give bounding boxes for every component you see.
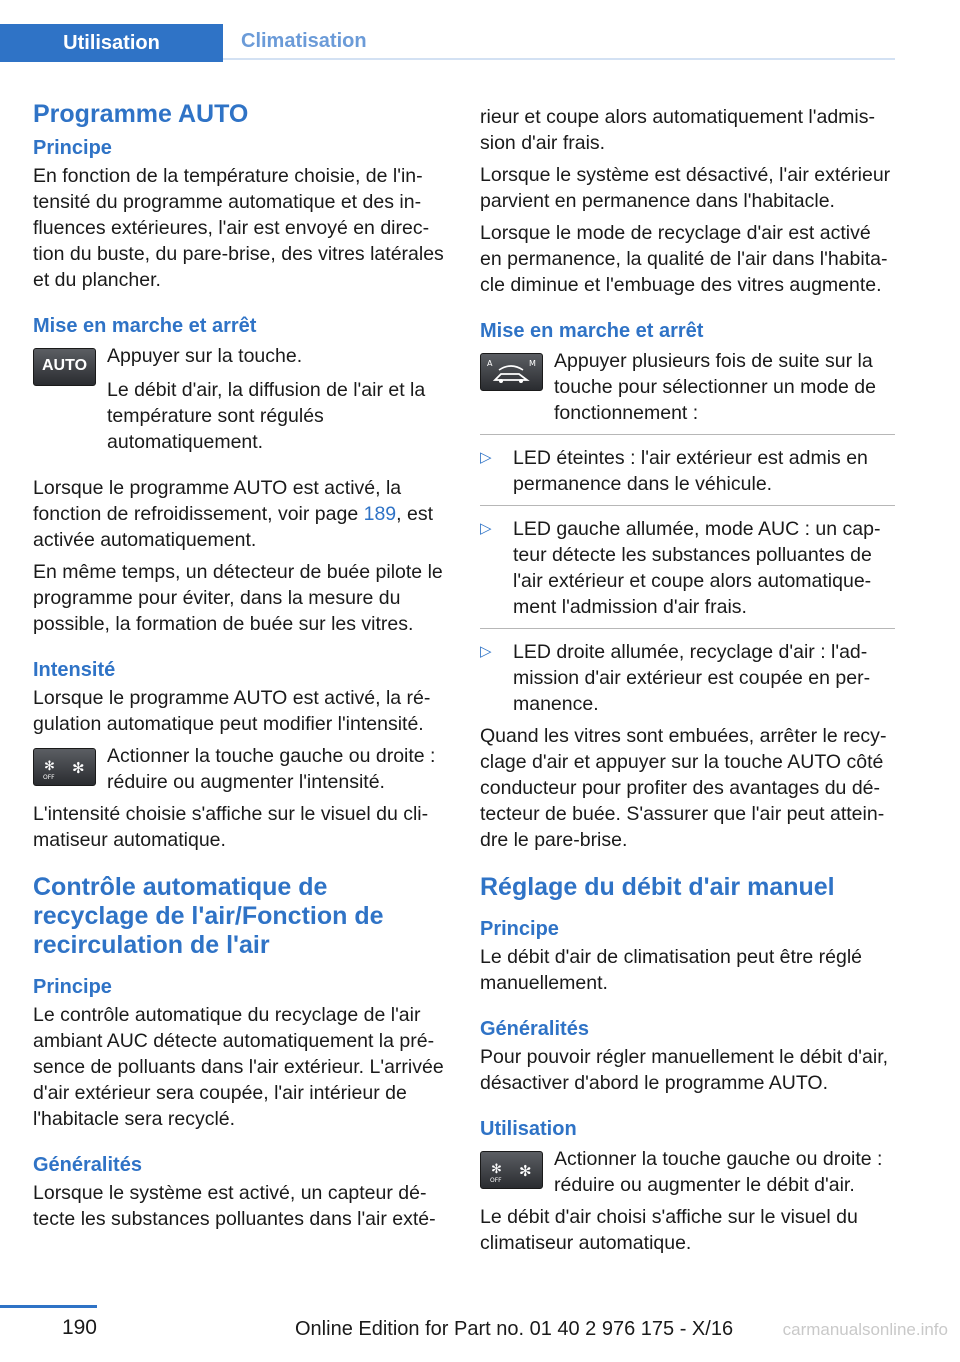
subheading-intensite: Intensité <box>33 659 116 681</box>
paragraph: Le contrôle automatique du recyclage de l'air ambiant AUC détecte automatiquement la présence de polluants dans l'air extérieur. L'arrivée d'air extérieur sera coupée, l'air intérieur de l'habitacle sera recyclé. <box>33 1004 444 1130</box>
bullet-triangle-icon: ▷ <box>480 449 492 466</box>
paragraph: Quand les vitres sont embuées, arrêter le recyclage d'air et appuyer sur la touche AUTO côté conducteur pour profiter des avantages du détecteur de buée. S'assurer que l'air peut atteindre le pare-brise. <box>480 725 887 851</box>
footer-edition: Online Edition for Part no. 01 40 2 976 175 - X/16 <box>295 1318 734 1340</box>
paragraph: Lorsque le programme AUTO est activé, la régulation automatique peut modifier l'intensité. <box>33 687 431 735</box>
divider <box>480 505 895 506</box>
recirculation-button-icon <box>480 353 543 391</box>
subheading-marche: Mise en marche et arrêt <box>33 315 257 337</box>
paragraph: rieur et coupe alors automatiquement l'admission d'air frais. <box>480 106 876 154</box>
subheading-principe: Principe <box>33 976 112 998</box>
paragraph: L'intensité choisie s'affiche sur le visuel du climatiseur automatique. <box>33 803 429 851</box>
svg-text:OFF: OFF <box>43 774 55 781</box>
paragraph: Actionner la touche gauche ou droite : réduire ou augmenter l'intensité. <box>107 745 436 793</box>
auto-button-row <box>33 343 448 395</box>
right-column <box>480 104 895 1262</box>
list-item: ▷ LED droite allumée, recyclage d'air : l'admission d'air extérieur est coupée en permanence. <box>480 641 871 715</box>
tab-utilisation[interactable]: Utilisation <box>0 24 223 62</box>
subheading-marche: Mise en marche et arrêt <box>480 320 704 342</box>
section-title-auto: Programme AUTO <box>33 100 249 128</box>
list-item: ▷ LED gauche allumée, mode AUC : un capteur détecte les substances polluantes de l'air extérieur et coupe alors automatiquement l'admission d'air frais. <box>480 518 881 618</box>
fan-button-row <box>33 743 448 795</box>
paragraph: En fonction de la température choisie, de l'intensité du programme automatique et des influences extérieures, l'air est envoyé en direction du buste, du pare-brise, des vitres latérales et du plancher. <box>33 165 444 291</box>
recirc-button-row <box>480 348 895 426</box>
auto-button-icon: AUTO <box>33 348 96 386</box>
paragraph: En même temps, un détecteur de buée pilote le programme pour éviter, dans la mesure du possible, la formation de buée sur les vitres. <box>33 561 443 635</box>
svg-text:✻: ✻ <box>44 759 55 774</box>
subheading-principe: Principe <box>480 918 559 940</box>
svg-text:M: M <box>529 359 536 368</box>
subheading-generalites: Généralités <box>480 1018 589 1040</box>
list-item: ▷ LED éteintes : l'air extérieur est admis en permanence dans le véhicule. <box>480 447 868 495</box>
fan-off-button-icon <box>33 748 96 786</box>
bullet-triangle-icon: ▷ <box>480 643 492 660</box>
svg-text:✻: ✻ <box>72 759 85 777</box>
divider <box>480 434 895 435</box>
paragraph: Lorsque le système est activé, un capteur détecte les substances polluantes dans l'air exté- <box>33 1182 436 1230</box>
header-tabs <box>0 24 895 62</box>
svg-text:OFF: OFF <box>490 1177 502 1184</box>
fan-button-row <box>480 1146 895 1198</box>
subheading-generalites: Généralités <box>33 1154 142 1176</box>
subheading-utilisation: Utilisation <box>480 1118 577 1140</box>
page-link[interactable]: 189 <box>363 503 397 525</box>
svg-text:✻: ✻ <box>519 1162 532 1180</box>
paragraph-cont: Le débit d'air, la diffusion de l'air et la température sont régulés automatiquement. <box>107 379 426 453</box>
fan-off-button-icon <box>480 1151 543 1189</box>
footer-rule <box>0 1305 97 1308</box>
section-title-reglage: Réglage du débit d'air manuel <box>480 873 835 901</box>
paragraph: Appuyer sur la touche. <box>107 345 303 367</box>
paragraph: Pour pouvoir régler manuellement le débit d'air, désactiver d'abord le programme AUTO. <box>480 1046 889 1094</box>
paragraph-auto-cooling: Lorsque le programme AUTO est activé, la fonction de refroidissement, voir page 189, est activée automatiquement. <box>33 477 434 551</box>
paragraph: Lorsque le système est désactivé, l'air extérieur parvient en permanence dans l'habitacle. <box>480 164 891 212</box>
divider <box>480 628 895 629</box>
paragraph: Le débit d'air choisi s'affiche sur le visuel du climatiseur automatique. <box>480 1206 858 1254</box>
watermark: carmanualsonline.info <box>782 1320 948 1339</box>
paragraph: Le débit d'air de climatisation peut être réglé manuellement. <box>480 946 863 994</box>
paragraph: Appuyer plusieurs fois de suite sur la touche pour sélectionner un mode de fonctionnement : <box>554 350 876 424</box>
page-number: 190 <box>61 1316 97 1339</box>
tab-climatisation[interactable]: Climatisation <box>223 24 895 60</box>
paragraph: Actionner la touche gauche ou droite : réduire ou augmenter le débit d'air. <box>554 1148 883 1196</box>
subheading-principe: Principe <box>33 137 112 159</box>
section-title-auc: Contrôle automatique de recyclage de l'air/Fonction de recirculation de l'air <box>33 873 384 959</box>
bullet-triangle-icon: ▷ <box>480 520 492 537</box>
svg-text:A: A <box>487 359 493 368</box>
left-column <box>33 100 448 1238</box>
paragraph: Lorsque le mode de recyclage d'air est activé en permanence, la qualité de l'air dans l'habitacle diminue et l'embuage des vitres augmente. <box>480 222 888 296</box>
svg-text:✻: ✻ <box>491 1162 502 1177</box>
